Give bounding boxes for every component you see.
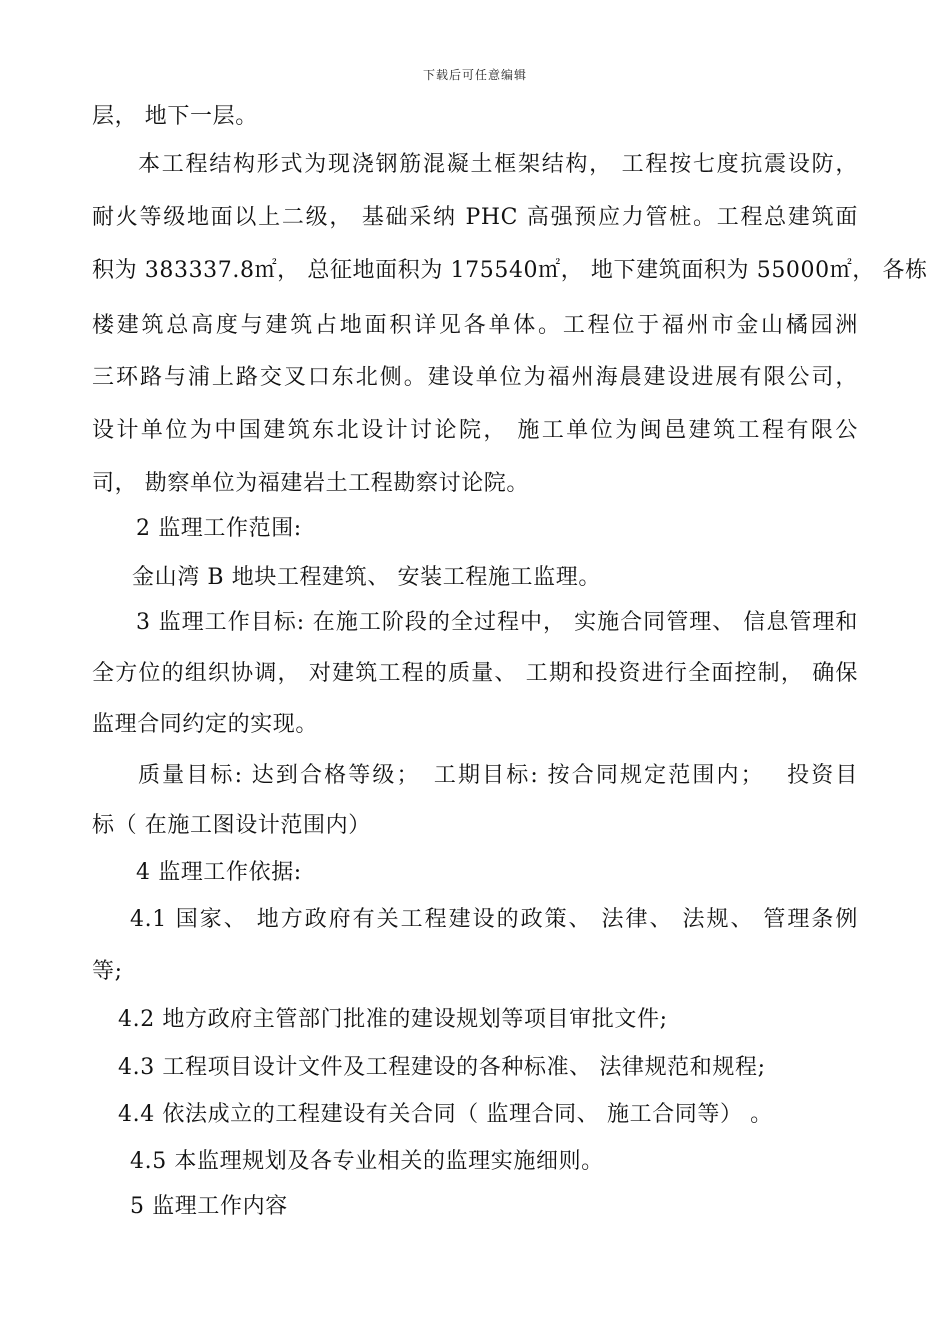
- text-line: 本工程结构形式为现浇钢筋混凝土框架结构， 工程按七度抗震设防，: [138, 152, 858, 177]
- section-heading: 3 监理工作目标: 在施工阶段的全过程中， 实施合同管理、 信息管理和: [136, 610, 858, 635]
- list-item: 4.1 国家、 地方政府有关工程建设的政策、 法律、 法规、 管理条例: [130, 907, 858, 932]
- list-item: 4.3 工程项目设计文件及工程建设的各种标准、 法律规范和规程;: [118, 1055, 766, 1080]
- text-line: 三环路与浦上路交叉口东北侧。建设单位为福州海晨建设进展有限公司，: [92, 365, 858, 390]
- list-item: 4.5 本监理规划及各专业相关的监理实施细则。: [130, 1149, 604, 1174]
- text-line: 监理合同约定的实现。: [92, 712, 319, 737]
- text-line: 设计单位为中国建筑东北设计讨论院， 施工单位为闽邑建筑工程有限公: [92, 418, 858, 443]
- header-note: 下载后可任意编辑: [422, 68, 527, 82]
- text-line: 全方位的组织协调， 对建筑工程的质量、 工期和投资进行全面控制， 确保: [92, 661, 858, 686]
- text-line: 楼建筑总高度与建筑占地面积详见各单体。工程位于福州市金山橘园洲: [92, 313, 858, 338]
- text-line: 层， 地下一层。: [92, 104, 258, 129]
- text-line: 质量目标: 达到合格等级； 工期目标: 按合同规定范围内； 投资目: [138, 763, 858, 788]
- section-heading: 2 监理工作范围:: [136, 516, 302, 541]
- section-heading: 5 监理工作内容: [130, 1194, 288, 1219]
- text-line: 标（ 在施工图设计范围内）: [92, 813, 371, 838]
- list-item: 4.2 地方政府主管部门批准的建设规划等项目审批文件;: [118, 1007, 668, 1032]
- text-line: 耐火等级地面以上二级， 基础采纳 PHC 高强预应力管桩。工程总建筑面: [92, 205, 858, 230]
- text-line: 司， 勘察单位为福建岩土工程勘察讨论院。: [92, 471, 529, 496]
- section-heading: 4 监理工作依据:: [136, 860, 302, 885]
- list-item: 4.4 依法成立的工程建设有关合同（ 监理合同、 施工合同等） 。: [118, 1102, 773, 1127]
- text-line: 等;: [92, 959, 123, 984]
- text-line: 金山湾 B 地块工程建筑、 安装工程施工监理。: [132, 565, 601, 590]
- text-line: 积为 383337.8㎡， 总征地面积为 175540㎡， 地下建筑面积为 55000㎡， 各栋: [92, 258, 928, 283]
